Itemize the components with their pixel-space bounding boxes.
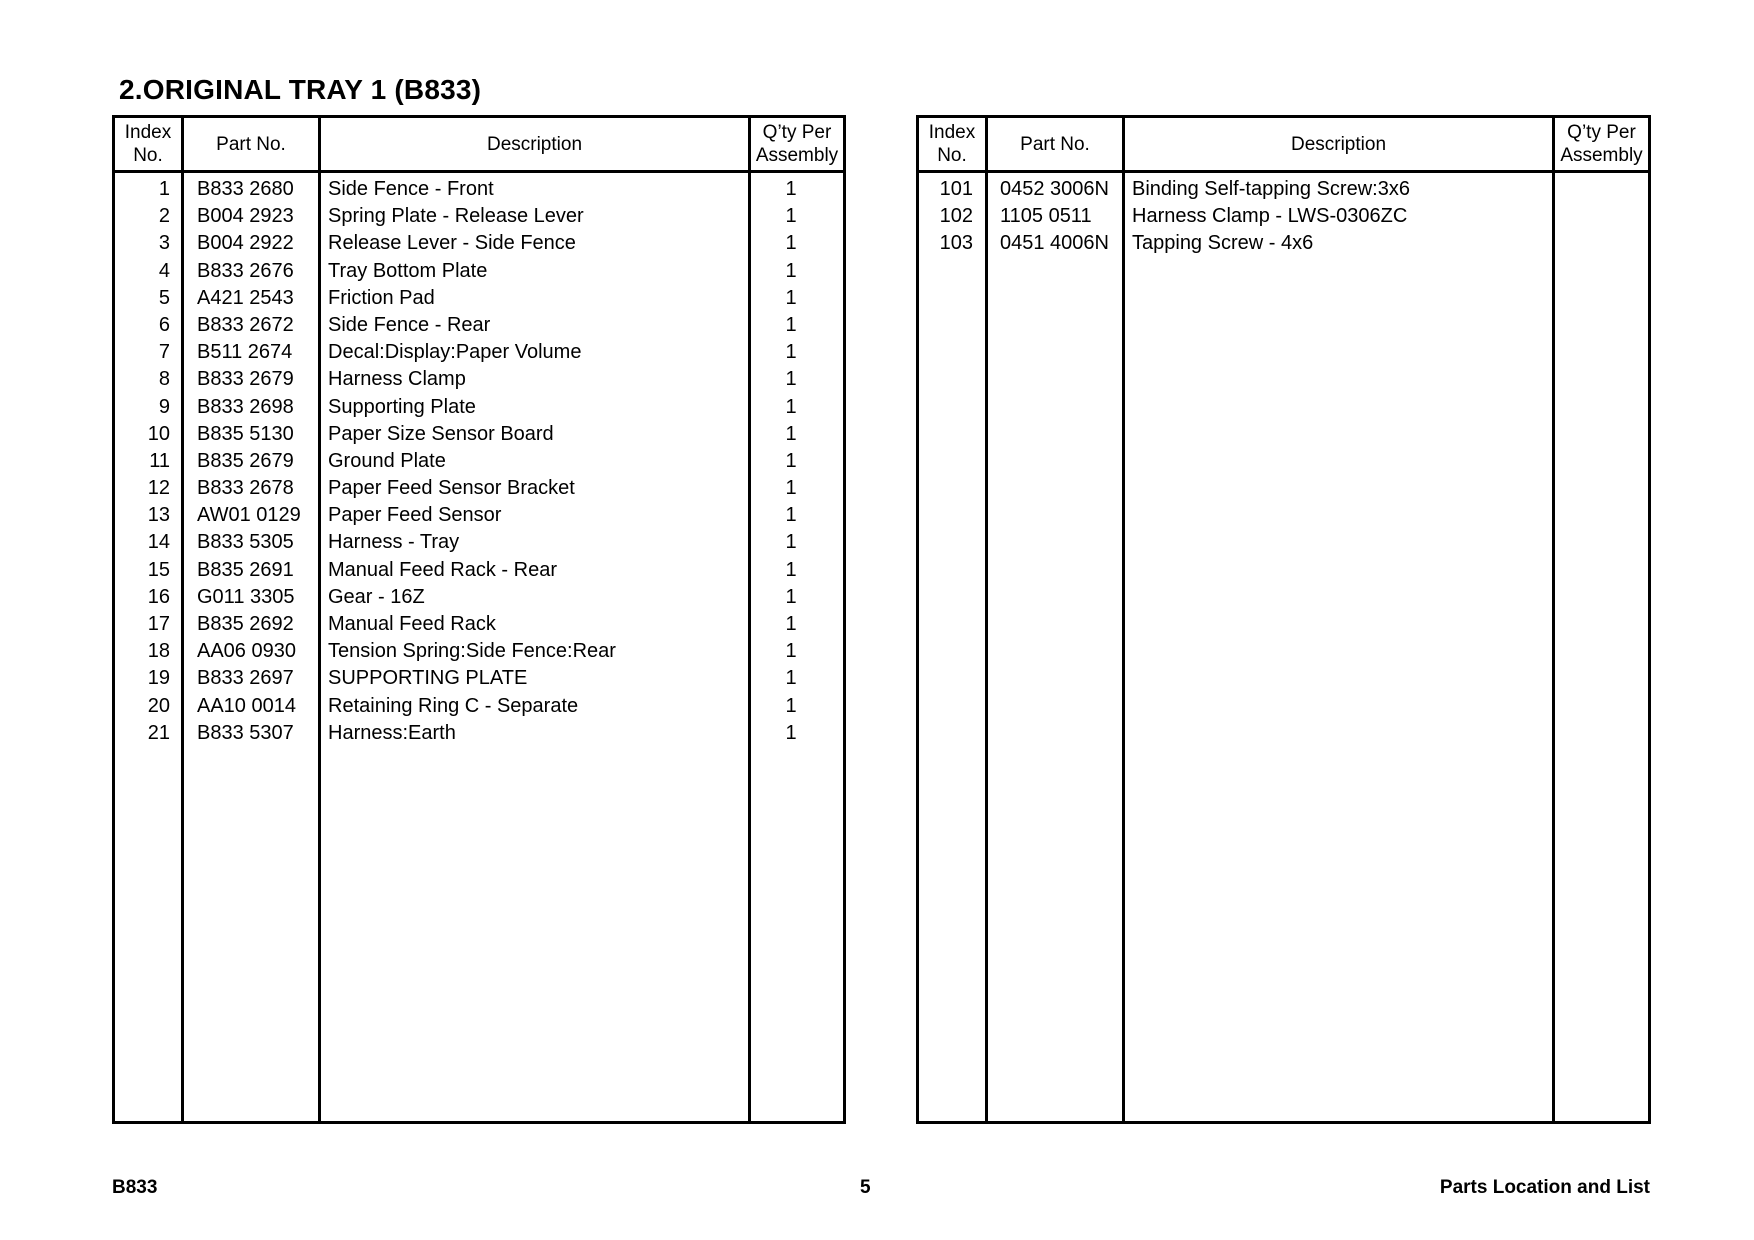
- index-cell: 101: [939, 178, 973, 200]
- description-cell: Manual Feed Rack - Rear: [328, 558, 557, 581]
- table-row: [919, 228, 1648, 255]
- index-cell: 102: [939, 205, 973, 228]
- index-cell: 6: [158, 313, 170, 336]
- description-cell: Paper Feed Sensor Bracket: [328, 477, 575, 500]
- qty-cell: 1: [785, 477, 797, 500]
- qty-cell: 1: [785, 178, 797, 200]
- header-divider: [115, 170, 843, 173]
- description-cell: Harness Clamp - LWS-0306ZC: [1132, 205, 1408, 228]
- index-cell: 7: [158, 341, 170, 364]
- table-row: [115, 718, 843, 745]
- description-cell: Harness Clamp: [328, 368, 466, 391]
- qty-cell: 1: [785, 640, 797, 663]
- header-qty: Q’ty Per Assembly: [755, 122, 839, 166]
- header-qty: Q’ty Per Assembly: [1560, 122, 1643, 166]
- part-no-cell: B833 2697: [197, 667, 294, 690]
- header-description: Description: [486, 133, 583, 155]
- qty-cell: 1: [785, 721, 797, 744]
- table-row: [115, 636, 843, 663]
- part-no-cell: B833 2680: [197, 178, 294, 200]
- description-cell: Binding Self-tapping Screw:3x6: [1132, 178, 1410, 200]
- table-row: [115, 364, 843, 391]
- qty-cell: 1: [785, 422, 797, 445]
- index-cell: 2: [158, 205, 170, 228]
- header-index: Index No.: [928, 122, 976, 166]
- qty-cell: 1: [785, 531, 797, 554]
- table-row: [115, 283, 843, 310]
- qty-cell: 1: [785, 449, 797, 472]
- qty-cell: 1: [785, 585, 797, 608]
- part-no-cell: G011 3305: [197, 585, 295, 608]
- qty-cell: 1: [785, 205, 797, 228]
- qty-cell: 1: [785, 558, 797, 581]
- header-index: Index No.: [124, 122, 172, 166]
- index-cell: 18: [147, 640, 170, 663]
- part-no-cell: AA10 0014: [197, 694, 296, 717]
- qty-cell: 1: [785, 259, 797, 282]
- part-no-cell: B835 2691: [197, 558, 294, 581]
- description-cell: Paper Feed Sensor: [328, 504, 502, 527]
- description-cell: Spring Plate - Release Lever: [328, 205, 584, 228]
- table-body: [115, 174, 843, 745]
- table-row: [115, 555, 843, 582]
- index-cell: 20: [147, 694, 170, 717]
- footer-page-number: 5: [860, 1177, 871, 1198]
- part-no-cell: B511 2674: [197, 341, 293, 364]
- index-cell: 12: [147, 477, 170, 500]
- table-row: [115, 310, 843, 337]
- table-row: [115, 582, 843, 609]
- table-row: [919, 174, 1648, 201]
- description-cell: Harness:Earth: [328, 721, 456, 744]
- table-row: [115, 392, 843, 419]
- table-row: [115, 527, 843, 554]
- index-cell: 13: [147, 504, 170, 527]
- index-cell: 17: [147, 613, 170, 635]
- description-cell: Manual Feed Rack: [328, 613, 496, 635]
- description-cell: Release Lever - Side Fence: [328, 232, 576, 255]
- description-cell: Tension Spring:Side Fence:Rear: [328, 640, 616, 663]
- index-cell: 5: [158, 286, 170, 309]
- part-no-cell: A421 2543: [197, 286, 294, 309]
- qty-cell: 1: [785, 232, 797, 255]
- part-no-cell: B833 5307: [197, 721, 294, 744]
- qty-cell: 1: [785, 395, 797, 418]
- description-cell: Ground Plate: [328, 449, 446, 472]
- index-cell: 11: [149, 449, 170, 472]
- part-no-cell: AW01 0129: [197, 504, 301, 527]
- table-row: [115, 256, 843, 283]
- header-description: Description: [1290, 133, 1387, 155]
- table-row: [115, 446, 843, 473]
- table-row: [115, 473, 843, 500]
- part-no-cell: B833 2678: [197, 477, 294, 500]
- footer-model: B833: [112, 1177, 158, 1198]
- description-cell: Paper Size Sensor Board: [328, 422, 554, 445]
- table-row: [919, 201, 1648, 228]
- description-cell: Tapping Screw - 4x6: [1132, 232, 1314, 255]
- part-no-cell: B835 2679: [197, 449, 294, 472]
- table-body: [919, 174, 1648, 256]
- table-row: [115, 609, 843, 636]
- description-cell: Side Fence - Rear: [328, 313, 491, 336]
- description-cell: Tray Bottom Plate: [328, 259, 488, 282]
- description-cell: Harness - Tray: [328, 531, 460, 554]
- table-row: [115, 419, 843, 446]
- index-cell: 10: [147, 422, 170, 445]
- header-part-no: Part No.: [1020, 133, 1090, 155]
- table-row: [115, 663, 843, 690]
- qty-cell: 1: [785, 613, 797, 635]
- table-row: [115, 201, 843, 228]
- part-no-cell: B835 2692: [197, 613, 294, 635]
- table-row: [115, 174, 843, 201]
- qty-cell: 1: [785, 313, 797, 336]
- part-no-cell: B004 2923: [197, 205, 294, 228]
- description-cell: Supporting Plate: [328, 395, 476, 418]
- table-row: [115, 337, 843, 364]
- qty-cell: 1: [785, 368, 797, 391]
- part-no-cell: B833 2679: [197, 368, 294, 391]
- parts-table-left: [112, 115, 846, 1124]
- index-cell: 15: [147, 558, 170, 581]
- part-no-cell: B833 5305: [197, 531, 294, 554]
- header-divider: [919, 170, 1648, 173]
- footer-section: Parts Location and List: [1439, 1177, 1650, 1198]
- index-cell: 8: [158, 368, 170, 391]
- description-cell: Retaining Ring C - Separate: [328, 694, 579, 717]
- qty-cell: 1: [785, 341, 797, 364]
- table-row: [115, 691, 843, 718]
- description-cell: SUPPORTING PLATE: [328, 667, 528, 690]
- part-no-cell: AA06 0930: [197, 640, 296, 663]
- part-no-cell: 1105 0511: [1000, 205, 1092, 228]
- index-cell: 14: [147, 531, 170, 554]
- page-title: 2.ORIGINAL TRAY 1 (B833): [119, 74, 482, 105]
- description-cell: Gear - 16Z: [328, 585, 425, 608]
- index-cell: 19: [147, 667, 170, 690]
- description-cell: Side Fence - Front: [328, 178, 494, 200]
- qty-cell: 1: [785, 504, 797, 527]
- index-cell: 1: [158, 178, 170, 200]
- description-cell: Friction Pad: [328, 286, 435, 309]
- qty-cell: 1: [785, 286, 797, 309]
- part-no-cell: B833 2672: [197, 313, 294, 336]
- index-cell: 4: [158, 259, 170, 282]
- part-no-cell: B833 2698: [197, 395, 294, 418]
- part-no-cell: 0451 4006N: [1000, 232, 1109, 255]
- table-row: [115, 500, 843, 527]
- index-cell: 3: [158, 232, 170, 255]
- qty-cell: 1: [785, 667, 797, 690]
- part-no-cell: B004 2922: [197, 232, 294, 255]
- index-cell: 21: [147, 721, 170, 744]
- column-divider: [1122, 118, 1125, 1121]
- index-cell: 16: [147, 585, 170, 608]
- qty-cell: 1: [785, 694, 797, 717]
- description-cell: Decal:Display:Paper Volume: [328, 341, 582, 364]
- index-cell: 9: [158, 395, 170, 418]
- part-no-cell: 0452 3006N: [1000, 178, 1109, 200]
- column-divider: [985, 118, 988, 1121]
- header-part-no: Part No.: [216, 133, 286, 155]
- parts-table-right: [916, 115, 1651, 1124]
- column-divider: [1552, 118, 1555, 1121]
- index-cell: 103: [939, 232, 973, 255]
- table-row: [115, 228, 843, 255]
- part-no-cell: B833 2676: [197, 259, 294, 282]
- part-no-cell: B835 5130: [197, 422, 294, 445]
